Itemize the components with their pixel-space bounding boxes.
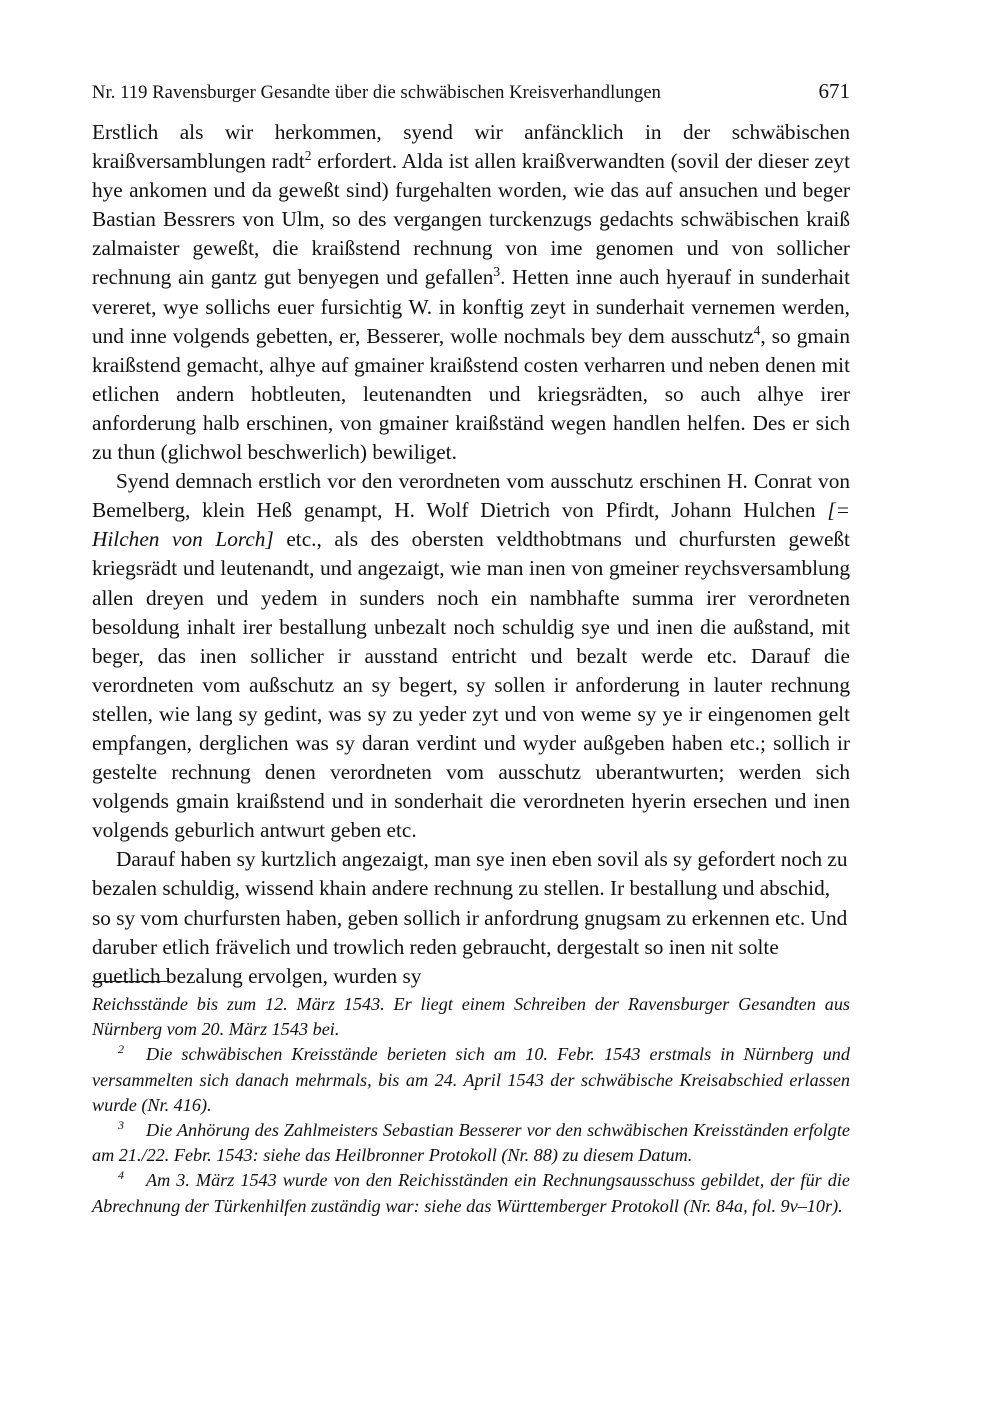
footnote-item-4 xyxy=(92,1168,850,1218)
footnote-text-3: Die Anhörung des Zahlmeisters Sebastian Besserer vor den schwäbischen Kreisständen erfolgte am 21./22. Febr. 1543: siehe das Heilbronner Protokoll (Nr. 88) zu diesem Datum. xyxy=(92,1120,850,1166)
footnote-reference-3[interactable]: 3 xyxy=(493,264,501,280)
paragraph-2-segment-a: Syend demnach erstlich vor den verordneten vom ausschutz erschinen H. Conrat von Bemelberg, klein Heß genampt, H. Wolf Dietrich von Pfirdt, Johann Hulchen xyxy=(92,469,850,523)
footnote-text-2: Die schwäbischen Kreisstände berieten sich am 10. Febr. 1543 erstmals in Nürnberg und versammelten sich danach mehrmals, bis am 24. April 1543 der schwäbische Kreisabschied erlassen wurde (Nr. 416). xyxy=(92,1044,850,1115)
footnote-item-2 xyxy=(92,1042,850,1118)
footnote-continuation: Reichsstände bis zum 12. März 1543. Er liegt einem Schreiben der Ravensburger Gesandten aus Nürnberg vom 20. März 1543 bei. xyxy=(92,994,850,1040)
footnote-number-4: 4 xyxy=(118,1168,124,1183)
body-paragraph-1 xyxy=(92,118,850,467)
running-header-title: Nr. 119 Ravensburger Gesandte über die schwäbischen Kreisverhandlungen xyxy=(92,83,662,103)
footnote-number-3: 3 xyxy=(118,1117,124,1132)
paragraph-1-segment-c: . Hetten inne auch hyerauf in sunderhait vereret, wye sollichs euer fursichtig W. in konftig zeyt in sunderhait vernemen werden, und inne volgends gebetten, er, Besserer, wolle nochmals bey dem ausschutz xyxy=(92,265,850,348)
paragraph-2-segment-b: etc., als des obersten veldthobtmans und churfursten geweßt kriegsrädt und leutenandt, und angezaigt, wie man inen von gmeiner reychsversamblung allen dreyen und yedem in sunders noch ein nambhafte summa irer verordneten besoldung inhalt irer bestallung unbezalt noch schuldig sye und inen die außstand, mit beger, das inen sollicher ir ausstand entricht und bezalt werde etc. Darauf die verordneten vom außschutz an sy begert, sy sollen ir anforderung in lauter rechnung stellen, wie lang sy gedint, was sy zu yeder zyt und von weme sy ye ir eingenomen gelt empfangen, derglichen was sy daran verdint und wyder außgeben haben etc.; sollich ir gestelte rechnung denen verordneten vom ausschutz uberantwurten; werden sich volgends gmain kraißstend und in sonderhait die verordneten hyerin ersechen und inen volgends geburlich antwurt geben etc. xyxy=(92,527,850,843)
paragraph-1-segment-b: erfordert. Alda ist allen kraißverwandten (sovil der dieser zeyt hye ankomen und da geweßt sind) furgehalten worden, wie das auf ansuchen und beger Bastian Bessrers von Ulm, so des vergangen turckenzugs gedachts schwäbischen kraiß zalmaister geweßt, die kraißstend rechnung von ime genomen und von sollicher rechnung ain gantz gut benyegen und gefallen xyxy=(92,149,850,290)
footnote-area xyxy=(92,981,850,1219)
body-text-column xyxy=(92,118,850,991)
body-paragraph-2 xyxy=(92,467,850,845)
paragraph-1-segment-d: , so gmain kraißstend gemacht, alhye auf gmainer kraißstend costen verharren und neben denen mit etlichen andern hobtleuten, leutenandten und kriegsrädten, so auch alhye irer anforderung halb erschinen, von gmainer kraißständ wegen handlen helfen. Des er sich zu thun (glichwol beschwerlich) bewiliget. xyxy=(92,323,850,465)
footnote-number-2: 2 xyxy=(118,1042,124,1057)
editorial-note-hilchen: [= Hilchen von Lorch] xyxy=(92,498,850,552)
paragraph-1-segment-a: Erstlich als wir herkommen, syend wir anfäncklich in der schwäbischen kraißversamblungen radt xyxy=(92,120,850,174)
page-number: 671 xyxy=(818,79,850,103)
body-paragraph-3: Darauf haben sy kurtzlich angezaigt, man sye inen eben sovil als sy gefordert noch zu bezalen schuldig, wissend khain andere rechnung zu stellen. Ir bestallung und abschid, so sy vom churfursten haben, geben sollich ir anfordrung gnugsam zu erkennen etc. Und daruber etlich frävelich und trowlich reden gebraucht, dergestalt so inen nit solte guetlich bezalung ervolgen, wurden sy xyxy=(92,847,848,988)
running-header xyxy=(92,78,850,104)
footnote-item-3 xyxy=(92,1118,850,1168)
footnote-text-4: Am 3. März 1543 wurde von den Reichisständen ein Rechnungsausschuss gebildet, der für die Abrechnung der Türkenhilfen zuständig war: siehe das Württemberger Protokoll (Nr. 84a, fol. 9v–10r). xyxy=(92,1170,850,1216)
footnote-separator-rule xyxy=(92,981,170,982)
footnote-reference-2[interactable]: 2 xyxy=(304,148,312,163)
footnote-reference-4[interactable]: 4 xyxy=(753,322,761,338)
